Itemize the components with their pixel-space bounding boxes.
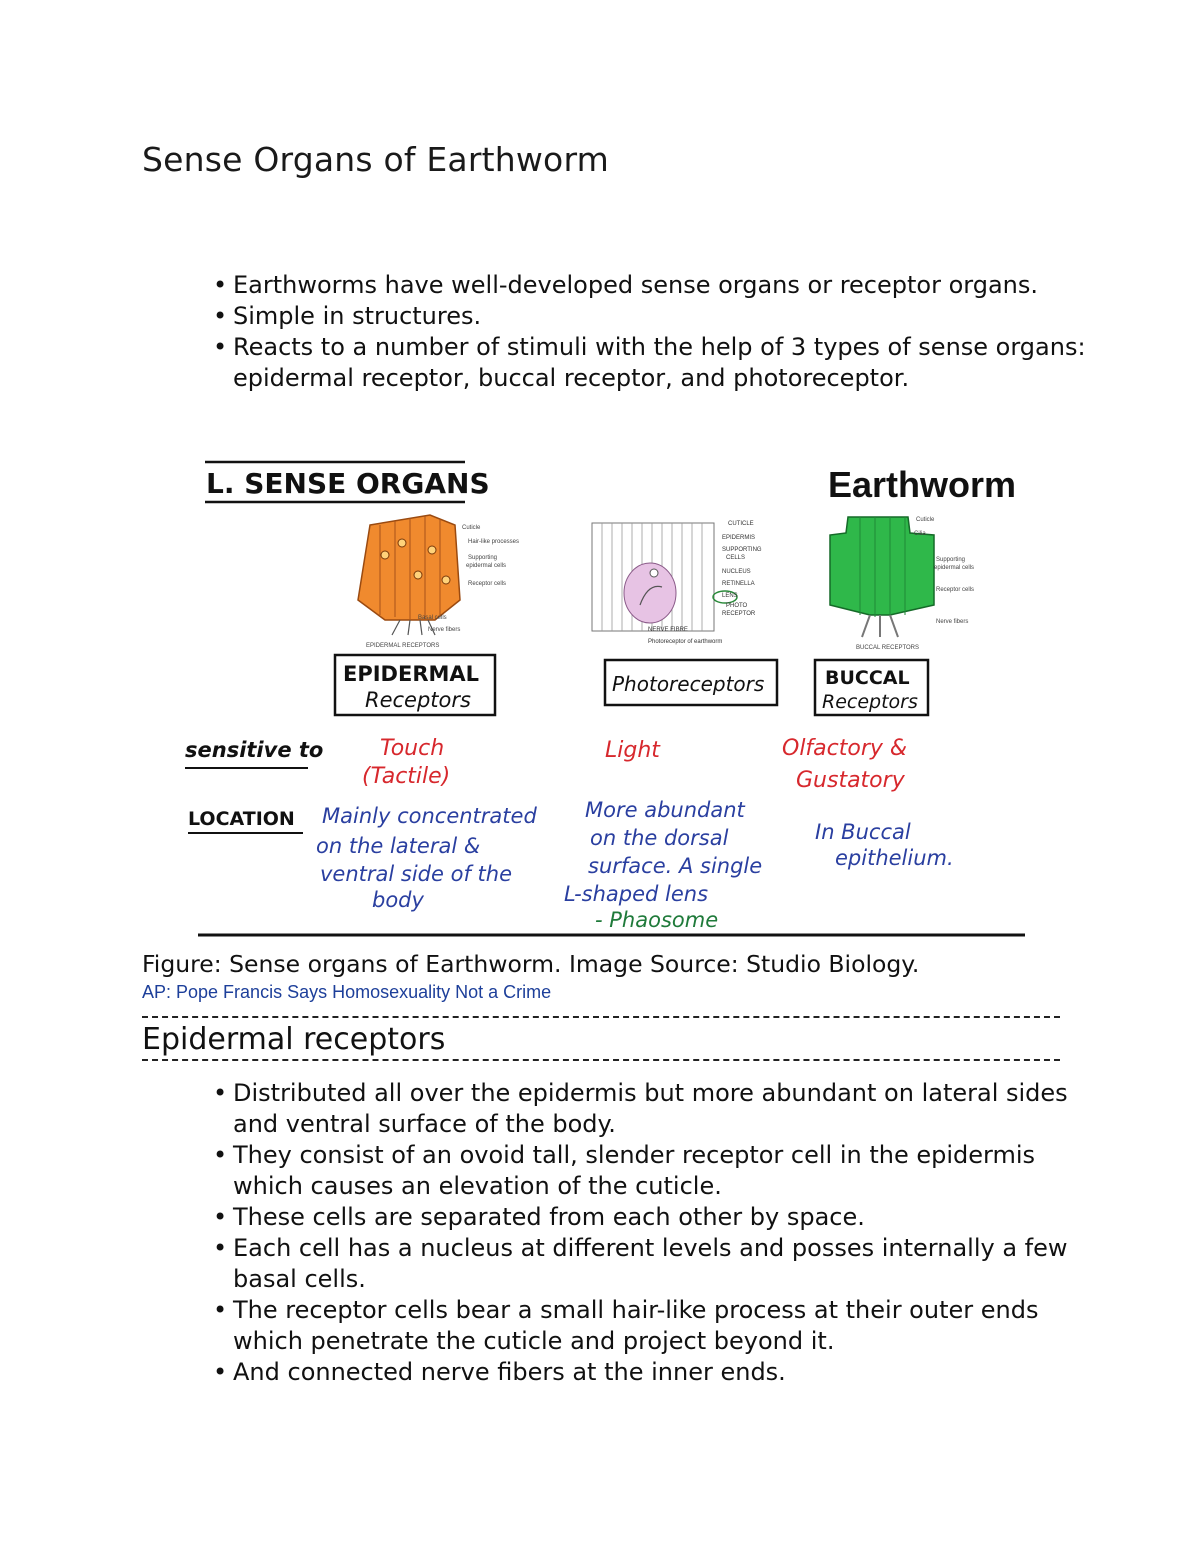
list-item (195, 1140, 1075, 1202)
diagram-label: EPIDERMIS (722, 535, 756, 541)
diagram-caption: BUCCAL RECEPTORS (856, 645, 920, 651)
box-label: EPIDERMAL (343, 662, 480, 686)
bullet-text: Simple in structures. (233, 302, 482, 330)
photoreceptor-label-box (605, 660, 777, 705)
bullet-text: These cells are separated from each other by space. (233, 1203, 865, 1231)
sensitive-values (362, 736, 907, 793)
sensitive-value: Olfactory & (782, 736, 908, 761)
bullet-text: They consist of an ovoid tall, slender receptor cell in the epidermis which causes an elevation of the cuticle. (233, 1141, 1036, 1200)
diagram-label: epidermal cells (934, 565, 975, 571)
dashed-rule (142, 1016, 1060, 1018)
location-value: More abundant (585, 798, 745, 822)
sense-organs-figure (170, 455, 1050, 945)
list-item (195, 270, 1095, 301)
location-value: Mainly concentrated (322, 804, 537, 828)
location-value: L-shaped lens (564, 882, 709, 906)
bullet-icon: • (213, 1296, 228, 1324)
diagram-label: CELLS (726, 555, 746, 561)
figure-caption: Figure: Sense organs of Earthworm. Image Source: Studio Biology. (142, 950, 920, 978)
diagram-caption: Photoreceptor of earthworm (648, 639, 723, 645)
row-label-location: LOCATION (188, 808, 295, 830)
buccal-receptor-diagram (830, 517, 974, 651)
diagram-label: Basal cells (418, 615, 447, 621)
diagram-label: Supporting (468, 555, 498, 561)
epidermal-receptor-diagram (358, 515, 519, 649)
list-item (195, 1357, 1075, 1388)
diagram-label: Receptor cells (468, 581, 507, 587)
box-label: Receptors (365, 688, 471, 712)
diagram-label: LENS (722, 593, 738, 599)
diagram-label: NERVE FIBRE (648, 627, 688, 633)
epidermal-label-box (335, 655, 495, 715)
bullet-icon: • (213, 1358, 228, 1386)
list-item (195, 1233, 1075, 1295)
diagram-label: Cuticle (916, 517, 935, 523)
phaosome-note: - Phaosome (595, 908, 719, 932)
diagram-label: Hair-like processes (468, 539, 520, 545)
box-label: Receptors (822, 691, 918, 713)
bullet-text: And connected nerve fibers at the inner ends. (233, 1358, 786, 1386)
diagram-label: SUPPORTING (722, 547, 762, 553)
list-item (195, 1295, 1075, 1357)
diagram-label: PHOTO (726, 603, 748, 609)
buccal-label-box (815, 660, 928, 715)
location-value: on the lateral & (316, 834, 481, 858)
bullet-icon: • (213, 1234, 228, 1262)
news-link[interactable]: AP: Pope Francis Says Homosexuality Not a Crime (142, 982, 552, 1002)
diagram-label: epidermal cells (466, 563, 507, 569)
sensitive-value: Gustatory (796, 768, 905, 793)
bullet-icon: • (213, 1203, 228, 1231)
location-value: epithelium. (835, 846, 954, 870)
diagram-label: NUCLEUS (722, 569, 751, 575)
bullet-text: The receptor cells bear a small hair-like process at their outer ends which penetrate the cuticle and project beyond it. (233, 1296, 1039, 1355)
sensitive-value: Light (605, 738, 660, 763)
page-title: Sense Organs of Earthworm (142, 140, 609, 179)
diagram-label: Nerve fibers (936, 619, 969, 625)
list-item (195, 301, 1095, 332)
bullet-text: Each cell has a nucleus at different levels and posses internally a few basal cells. (233, 1234, 1068, 1293)
diagram-label: RETINELLA (722, 581, 755, 587)
photoreceptor-diagram (592, 521, 762, 645)
list-item (195, 332, 1095, 394)
box-label: Photoreceptors (612, 672, 765, 696)
bullet-text: Distributed all over the epidermis but more abundant on lateral sides and ventral surface of the body. (233, 1079, 1068, 1138)
list-item (195, 1202, 1075, 1233)
diagram-caption: EPIDERMAL RECEPTORS (366, 643, 440, 649)
diagram-label: Cilia (914, 531, 926, 537)
epidermal-bullet-list (195, 1078, 1075, 1388)
sensitive-value: (Tactile) (362, 764, 451, 789)
diagram-label: CUTICLE (728, 521, 754, 527)
location-value: In Buccal (815, 820, 911, 844)
diagram-label: Nerve fibers (428, 627, 461, 633)
location-value: body (372, 888, 424, 912)
dashed-rule (142, 1059, 1060, 1061)
bullet-icon: • (213, 271, 228, 299)
row-label-sensitive: sensitive to (185, 738, 324, 762)
location-value: ventral side of the (320, 862, 512, 886)
location-value: surface. A single (588, 854, 763, 878)
bullet-icon: • (213, 333, 228, 361)
intro-bullet-list (195, 270, 1095, 394)
bullet-text: Earthworms have well-developed sense organs or receptor organs. (233, 271, 1038, 299)
location-values (316, 798, 954, 912)
bullet-icon: • (213, 1079, 228, 1107)
bullet-icon: • (213, 1141, 228, 1169)
diagram-label: Supporting (936, 557, 966, 563)
bullet-text: Reacts to a number of stimuli with the help of 3 types of sense organs: epidermal receptor, buccal receptor, and photoreceptor. (233, 333, 1086, 392)
sensitive-value: Touch (380, 736, 445, 761)
location-value: on the dorsal (590, 826, 729, 850)
section-heading: Epidermal receptors (142, 1022, 449, 1057)
diagram-label: RECEPTOR (722, 611, 756, 617)
figure-brand: Earthworm (828, 464, 1017, 505)
bullet-icon: • (213, 302, 228, 330)
diagram-label: Receptor cells (936, 587, 975, 593)
box-label: BUCCAL (825, 667, 910, 689)
figure-heading: L. SENSE ORGANS (206, 467, 490, 500)
list-item (195, 1078, 1075, 1140)
diagram-label: Cuticle (462, 525, 481, 531)
